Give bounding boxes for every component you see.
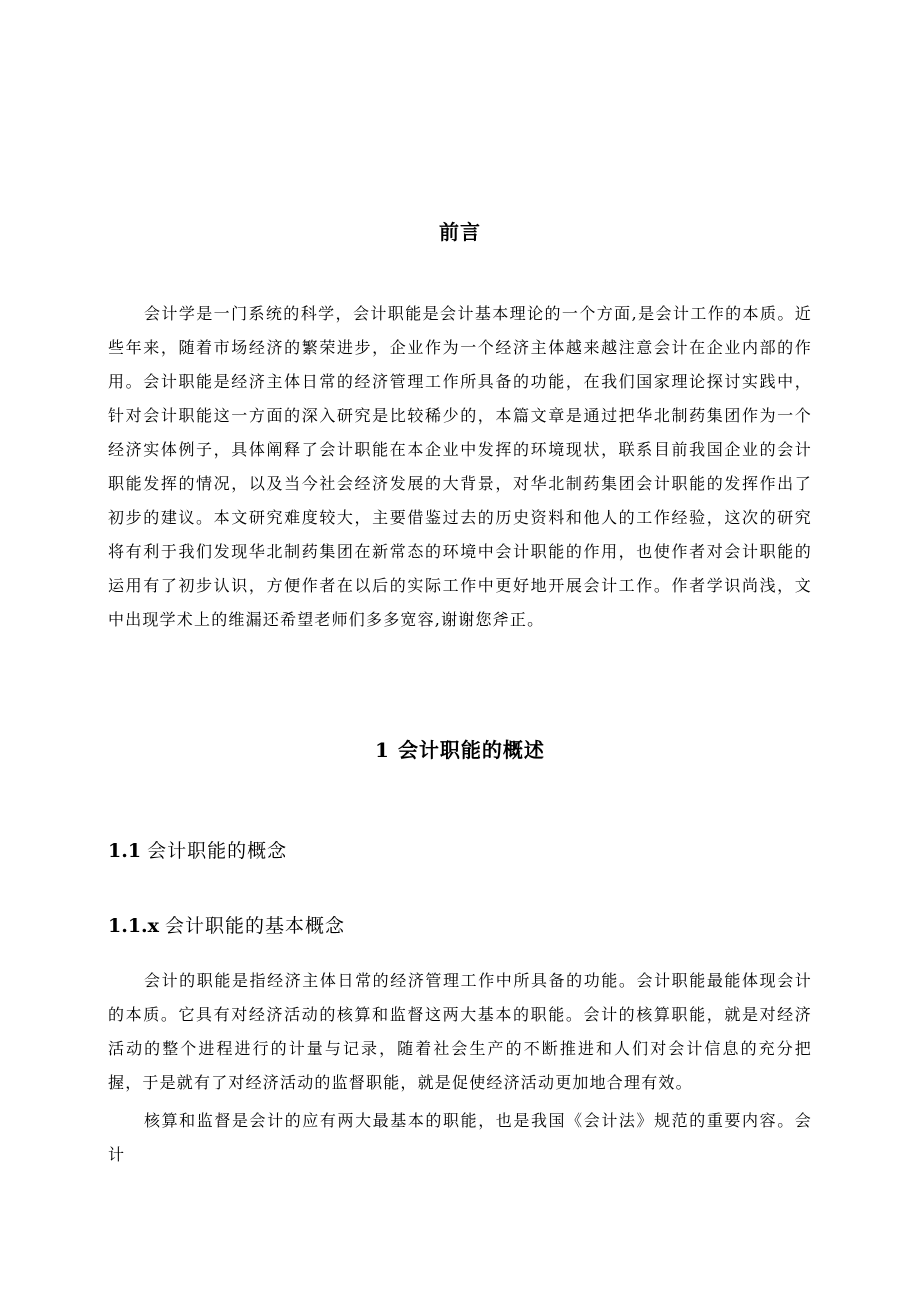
section-1-1-x-heading [108,911,345,938]
section-1-1-x-paragraph-2: 核算和监督是会计的应有两大最基本的职能，也是我国《会计法》规范的重要内容。会计 [108,1111,812,1164]
chapter-1-heading [0,734,920,763]
chapter-1-number: 1 [375,738,390,762]
preface-paragraph: 会计学是一门系统的科学，会计职能是会计基本理论的一个方面,是会计工作的本质。近些年来，随着市场经济的繁荣进步，企业作为一个经济主体越来越注意会计在企业内部的作用。会计职能是经济主体日常的经济管理工作所具备的功能，在我们国家理论探讨实践中，针对会计职能这一方面的深入研究是比较稀少的，本篇文章是通过把华北制药集团作为一个经济实体例子，具体阐释了会计职能在本企业中发挥的环境现状，联系目前我国企业的会计职能发挥的情况，以及当今社会经济发展的大背景，对华北制药集团会计职能的发挥作出了初步的建议。本文研究难度较大，主要借鉴过去的历史资料和他人的工作经验，这次的研究将有利于我们发现华北制药集团在新常态的环境中会计职能的作用，也使作者对会计职能的运用有了初步认识，方便作者在以后的实际工作中更好地开展会计工作。作者学识尚浅，文中出现学术上的维漏还希望老师们多多宽容,谢谢您斧正。 [108,304,812,629]
chapter-1-title: 会计职能的概述 [397,738,545,762]
section-1-1-title: 会计职能的概念 [147,840,288,862]
section-1-1-x-number: 1.1.x [108,915,159,937]
section-1-1-x-paragraph-1: 会计的职能是指经济主体日常的经济管理工作中所具备的功能。会计职能最能体现会计的本质。它具有对经济活动的核算和监督这两大基本的职能。会计的核算职能，就是对经济活动的整个进程进行的计量与记录，随着社会生产的不断推进和人们对会计信息的充分把握，于是就有了对经济活动的监督职能，就是促使经济活动更加地合理有效。 [108,971,812,1092]
section-1-1-number: 1.1 [108,840,142,862]
preface-heading: 前言 [439,220,481,244]
section-1-1-heading [108,836,287,863]
section-1-1-x-title: 会计职能的基本概念 [165,915,346,937]
